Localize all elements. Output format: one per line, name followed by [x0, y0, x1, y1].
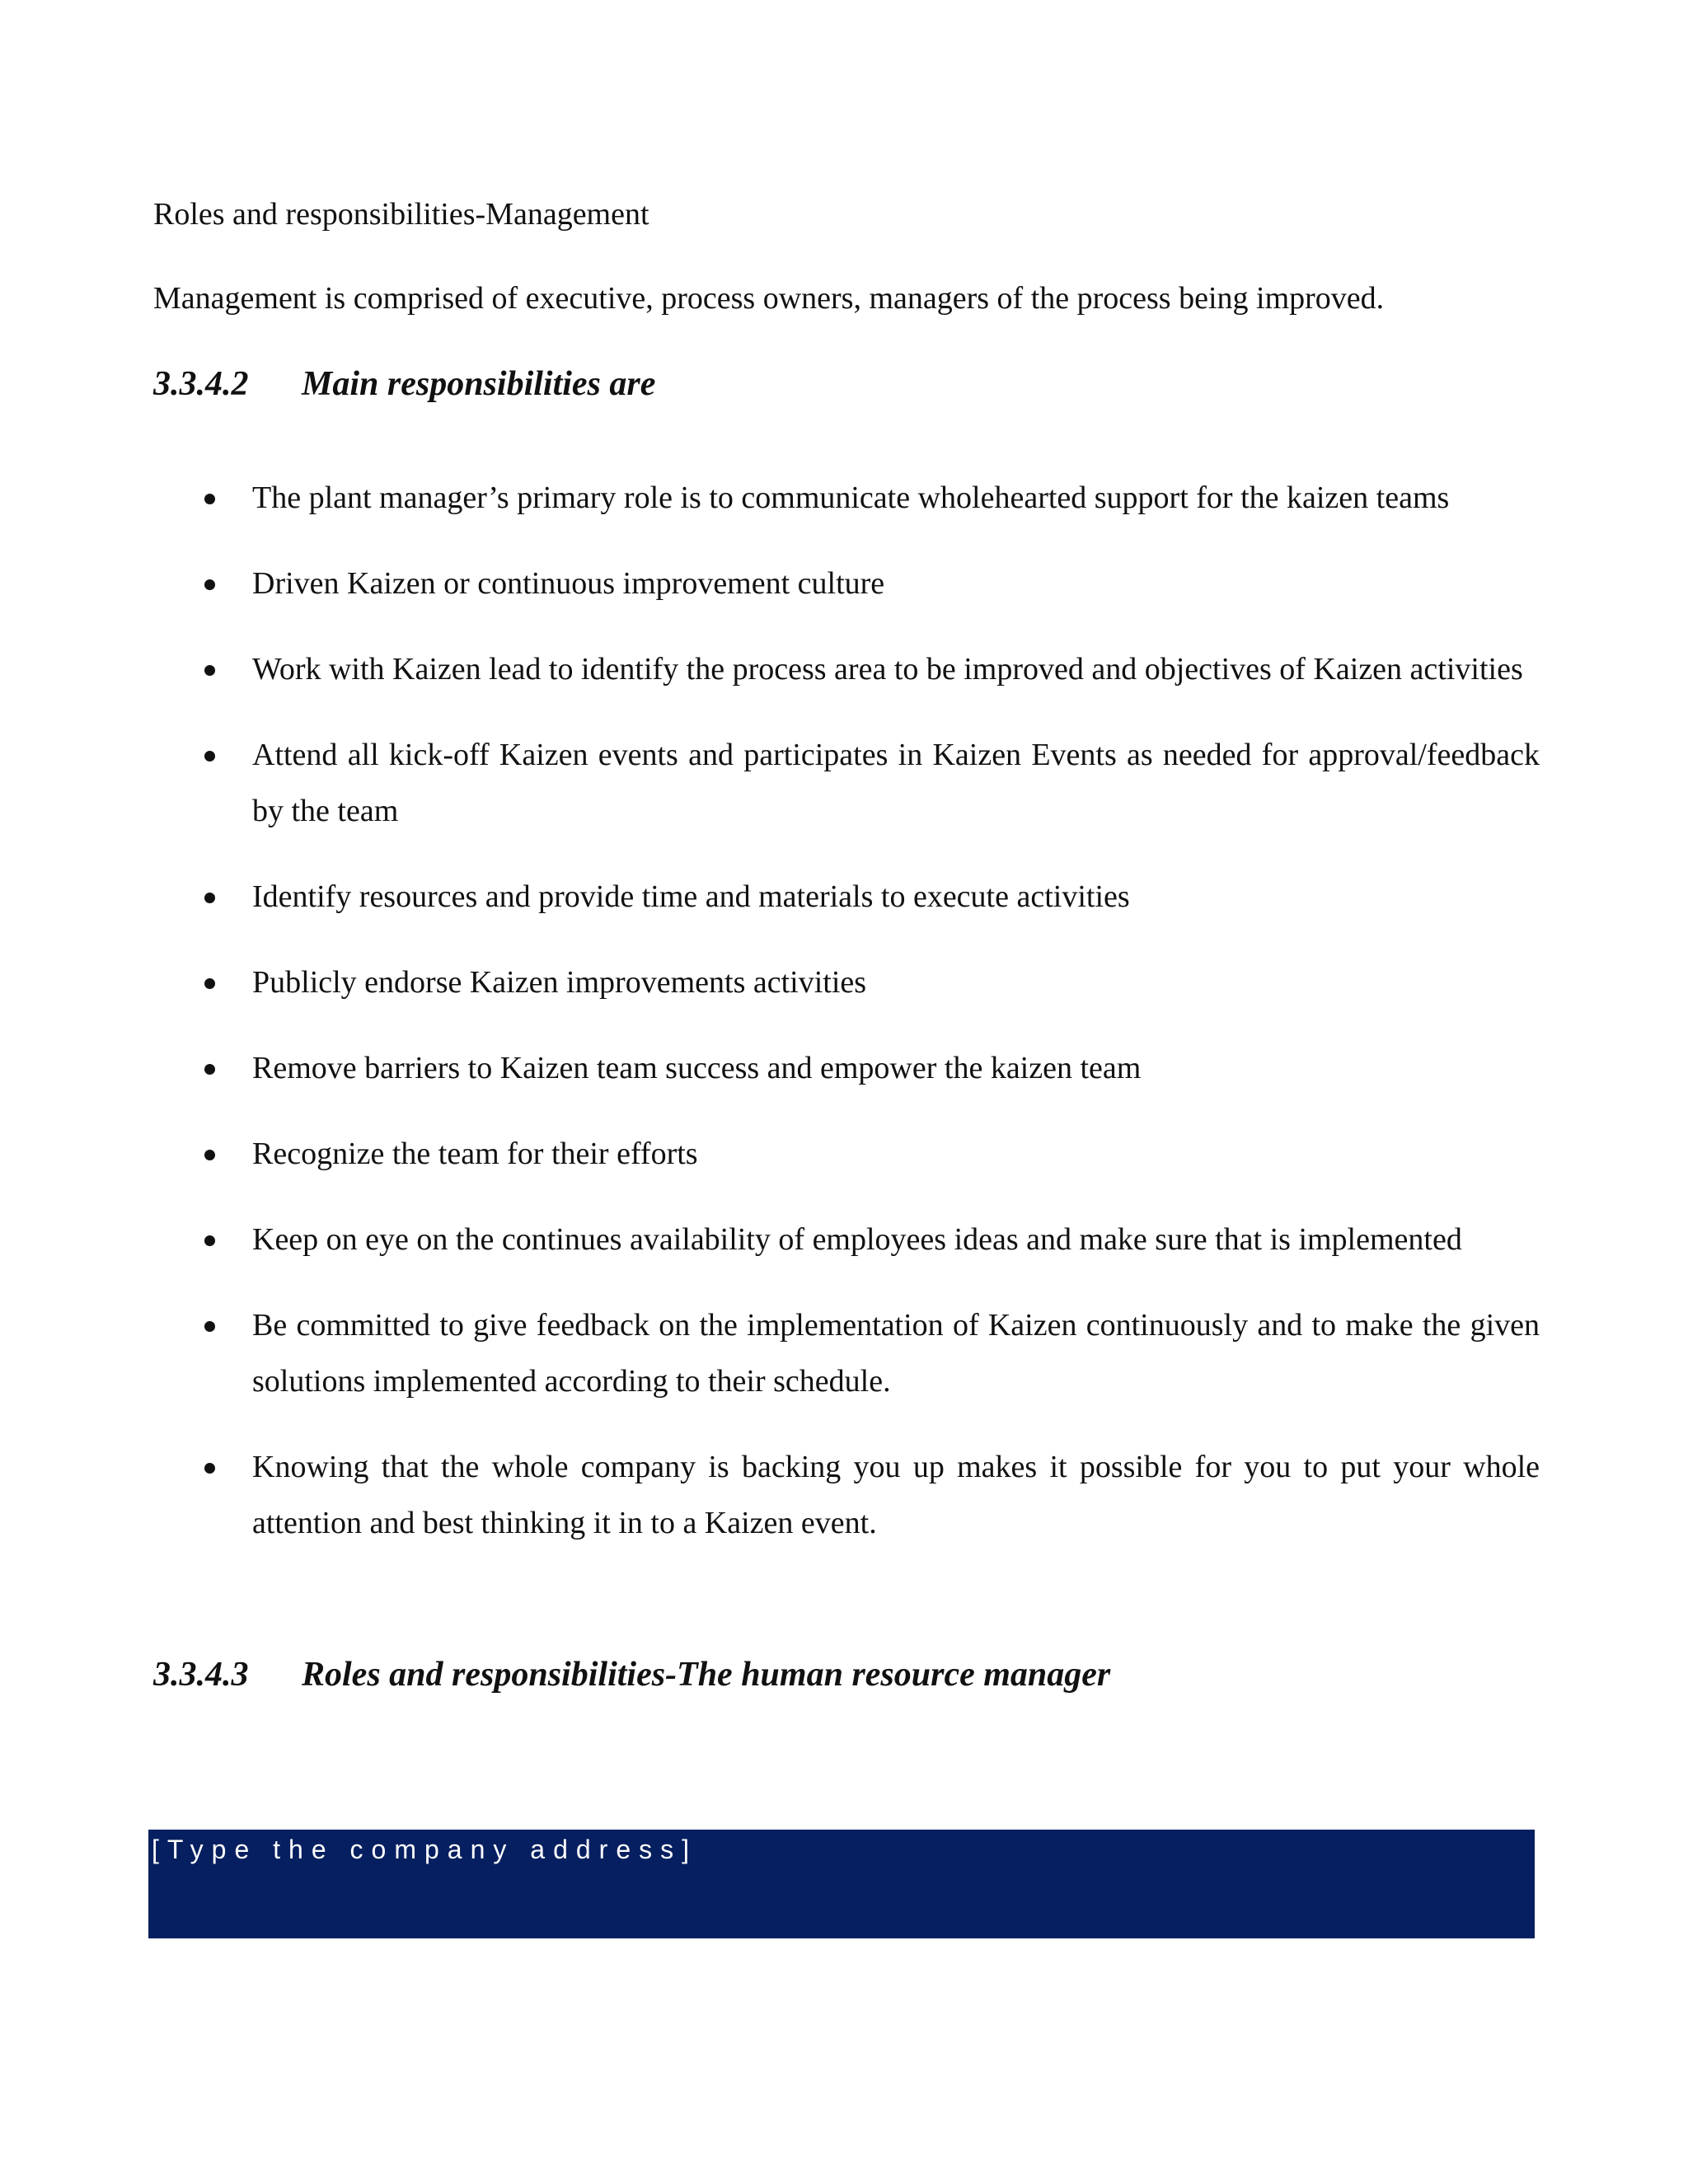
list-item [153, 1040, 1540, 1096]
footer-bar [148, 1830, 1535, 1938]
section-title: Roles and responsibilities-Management [153, 197, 649, 232]
bullet-dot-icon [204, 1321, 215, 1332]
bullet-dot-icon [204, 1150, 215, 1160]
heading-hr-manager [153, 1647, 1110, 1703]
list-item-text: Publicly endorse Kaizen improvements activities [252, 965, 867, 1000]
bullet-dot-icon [204, 665, 215, 676]
list-item-text: Identify resources and provide time and materials to execute activities [252, 879, 1130, 914]
list-item [153, 869, 1540, 925]
bullet-dot-icon [204, 494, 215, 504]
list-item-text: Knowing that the whole company is backing you up makes it possible for you to put your whole attention and best thinking it in to a Kaizen event. [252, 1450, 1540, 1540]
list-item [153, 954, 1540, 1010]
list-item-text: Attend all kick-off Kaizen events and participates in Kaizen Events as needed for approval/feedback by the team [252, 738, 1540, 828]
bullet-dot-icon [204, 1064, 215, 1075]
list-item-text: Recognize the team for their efforts [252, 1137, 698, 1171]
heading-title: Roles and responsibilities-The human resource manager [302, 1656, 1111, 1694]
bullet-dot-icon [204, 579, 215, 590]
list-item-text: Driven Kaizen or continuous improvement culture [252, 566, 885, 601]
heading-number: 3.3.4.3 [153, 1656, 249, 1694]
bullet-dot-icon [204, 978, 215, 989]
company-address-placeholder[interactable]: [Type the company address] [152, 1835, 697, 1864]
list-item [153, 1212, 1540, 1268]
bullet-dot-icon [204, 1235, 215, 1246]
list-item-text: Keep on eye on the continues availability of employees ideas and make sure that is implemented [252, 1222, 1462, 1257]
bullet-dot-icon [204, 751, 215, 762]
list-item-text: The plant manager’s primary role is to communicate wholehearted support for the kaizen teams [252, 480, 1450, 515]
list-item [153, 641, 1540, 697]
list-item-text: Work with Kaizen lead to identify the process area to be improved and objectives of Kaizen activities [252, 652, 1523, 687]
heading-main-responsibilities [153, 356, 655, 412]
list-item [153, 470, 1540, 526]
list-item [153, 727, 1540, 839]
responsibilities-list [153, 470, 1540, 1581]
heading-title: Main responsibilities are [302, 365, 656, 403]
bullet-dot-icon [204, 1463, 215, 1474]
list-item [153, 1297, 1540, 1409]
list-item [153, 555, 1540, 612]
intro-paragraph: Management is comprised of executive, process owners, managers of the process being improved. [153, 281, 1385, 316]
bullet-dot-icon [204, 893, 215, 903]
heading-number: 3.3.4.2 [153, 365, 249, 403]
list-item-text: Remove barriers to Kaizen team success and empower the kaizen team [252, 1051, 1142, 1085]
list-item [153, 1439, 1540, 1551]
list-item-text: Be committed to give feedback on the implementation of Kaizen continuously and to make the given solutions implemented according to their schedule. [252, 1308, 1540, 1399]
list-item [153, 1126, 1540, 1182]
